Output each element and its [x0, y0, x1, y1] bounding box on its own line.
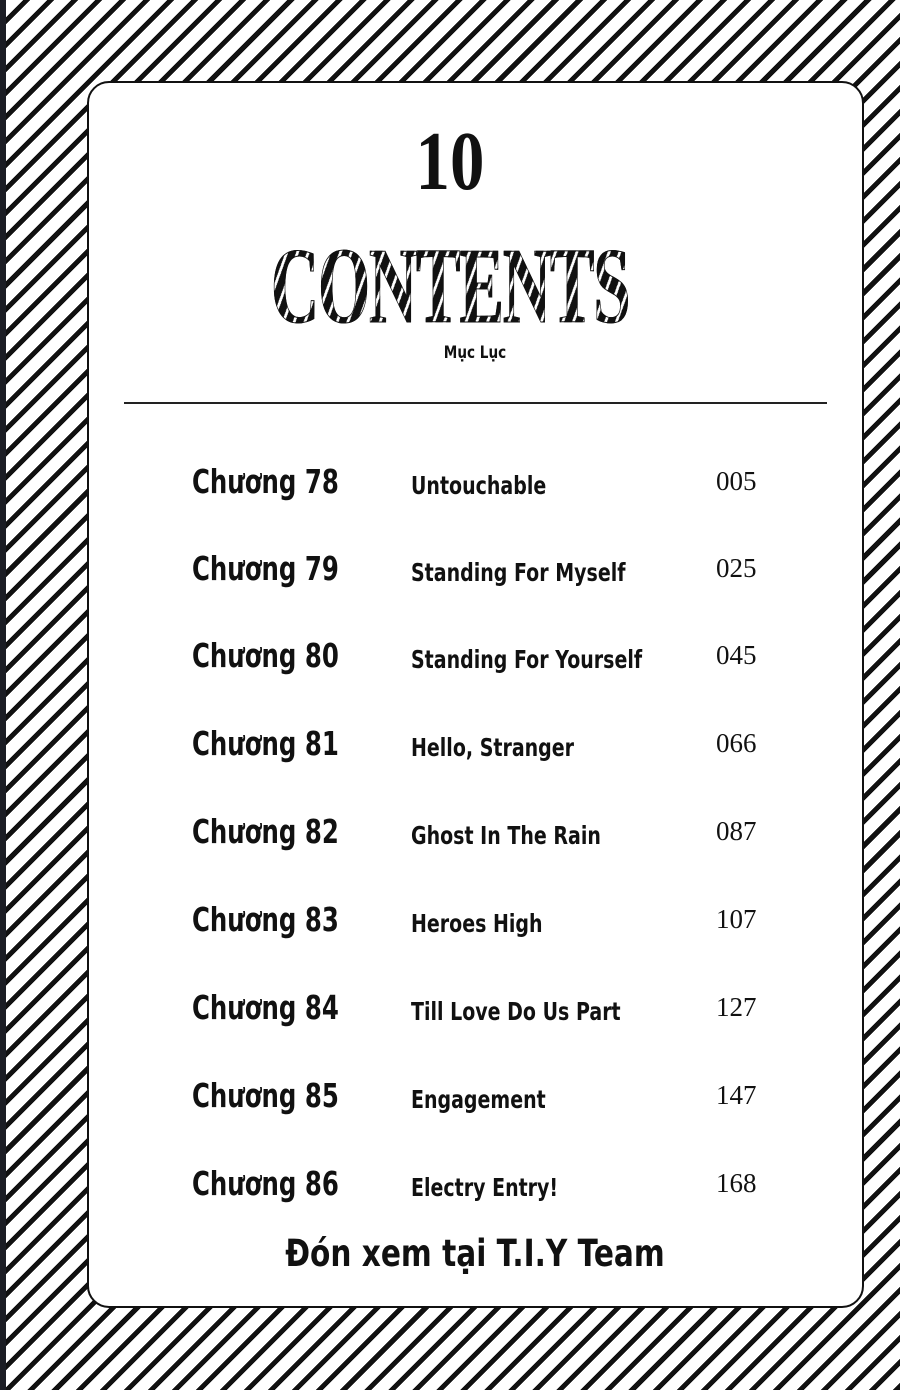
- chapter-page: 066: [716, 728, 757, 758]
- chapter-title: Heroes High: [411, 909, 543, 938]
- chapter-title: Hello, Stranger: [411, 733, 575, 762]
- chapter-label: Chương 86: [192, 1164, 339, 1203]
- contents-title: CONTENTS: [270, 227, 630, 346]
- chapter-label: Chương 83: [192, 900, 339, 939]
- chapter-page: 087: [716, 816, 757, 846]
- chapter-label: Chương 84: [192, 988, 339, 1027]
- toc-row[interactable]: [0, 988, 900, 1048]
- chapter-page: 127: [716, 992, 757, 1022]
- title-wrap: [0, 227, 900, 346]
- subtitle: Mục Lục: [443, 343, 507, 363]
- chapter-title: Ghost In The Rain: [411, 821, 601, 850]
- chapter-page: 005: [716, 466, 757, 496]
- volume-number: 10: [415, 115, 485, 208]
- chapter-label: Chương 80: [192, 636, 339, 675]
- toc-row[interactable]: [0, 1076, 900, 1136]
- toc-row[interactable]: [0, 462, 900, 522]
- chapter-page: 147: [716, 1080, 757, 1110]
- chapter-page: 107: [716, 904, 757, 934]
- chapter-label: Chương 85: [192, 1076, 339, 1115]
- chapter-title: Till Love Do Us Part: [411, 997, 621, 1026]
- divider: [124, 402, 827, 404]
- chapter-title: Standing For Myself: [411, 558, 626, 587]
- chapter-title: Engagement: [411, 1085, 546, 1114]
- chapter-label: Chương 82: [192, 812, 339, 851]
- chapter-label: Chương 81: [192, 724, 339, 763]
- chapter-page: 025: [716, 553, 757, 583]
- chapter-page: 168: [716, 1168, 757, 1198]
- chapter-page: 045: [716, 640, 757, 670]
- chapter-title: Electry Entry!: [411, 1173, 559, 1202]
- chapter-title: Standing For Yourself: [411, 645, 643, 674]
- chapter-label: Chương 78: [192, 462, 339, 501]
- footer-credit: Đón xem tại T.I.Y Team: [285, 1232, 665, 1275]
- toc-row[interactable]: [0, 900, 900, 960]
- chapter-title: Untouchable: [411, 471, 547, 500]
- toc-row[interactable]: [0, 636, 900, 696]
- chapter-label: Chương 79: [192, 549, 339, 588]
- toc-row[interactable]: [0, 812, 900, 872]
- toc-row[interactable]: [0, 1164, 900, 1224]
- toc-row[interactable]: [0, 724, 900, 784]
- toc-row[interactable]: [0, 549, 900, 609]
